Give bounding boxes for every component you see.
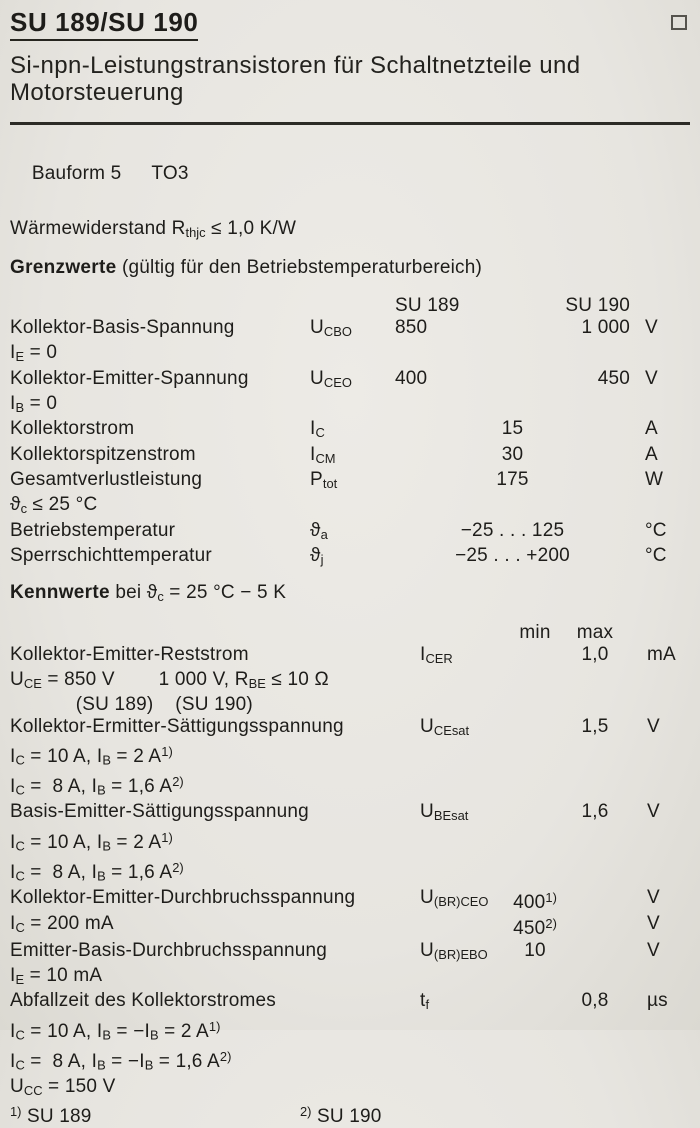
- condition-row: [10, 342, 690, 367]
- condition-row: [10, 393, 690, 418]
- table-row: [10, 368, 690, 393]
- param-name: Kollektorspitzenstrom: [10, 443, 196, 465]
- condition-row: [10, 857, 690, 887]
- grenzwerte-heading-bold: Grenzwerte: [10, 257, 117, 279]
- unit-label: °C: [645, 519, 667, 541]
- param-name: Sperrschichttemperatur: [10, 544, 212, 566]
- value-shared: 30: [501, 443, 524, 465]
- column-header-max: max: [576, 622, 614, 644]
- bauform-value: TO3: [151, 162, 189, 184]
- condition-text: (SU 189) (SU 190): [10, 694, 253, 716]
- param-symbol: $U_{CEO}$: [310, 367, 352, 390]
- value-shared: 15: [501, 418, 524, 440]
- condition-row: [10, 669, 690, 694]
- condition-text: $I_C = 10$ A, $I_B = -I_B = 2$ $A^{1)}$: [10, 1018, 221, 1043]
- page-header: [10, 8, 690, 41]
- param-name: Kollektor-Emitter-Reststrom: [10, 643, 249, 665]
- param-symbol: $t_f$: [420, 990, 430, 1013]
- column-header-su189: SU 189: [395, 295, 460, 317]
- condition-text: $U_{CC} = 150$ V: [10, 1075, 116, 1098]
- divider-rule: [10, 122, 690, 125]
- column-header-min: min: [519, 622, 551, 644]
- value-min: 450$^{2)}$: [513, 916, 557, 940]
- param-name: Kollektor-Emitter-Spannung: [10, 367, 249, 389]
- param-symbol: $U_{(BR)EBO}$: [420, 939, 488, 962]
- condition-text: $I_C = 10$ A, $I_B = 2$ $A^{1)}$: [10, 829, 173, 854]
- unit-label: V: [647, 715, 660, 737]
- page-title: SU 189/SU 190: [10, 8, 198, 41]
- unit-label: W: [645, 468, 664, 490]
- table-row: [10, 940, 690, 965]
- table-row: [10, 520, 690, 545]
- param-symbol: $I_C$: [310, 418, 325, 441]
- condition-text: $I_E = 0$: [10, 342, 58, 365]
- bauform-label: Bauform 5: [31, 162, 122, 184]
- grenzwerte-table: [10, 295, 690, 570]
- table-row: [10, 716, 690, 741]
- condition-row: [10, 741, 690, 771]
- footnote-2: $^{2)}$ SU 190: [300, 1104, 382, 1127]
- page-subtitle: Si-npn-Leistungstransistoren für Schaltnetzteile und Motorsteuerung: [10, 51, 581, 106]
- table-row: [10, 990, 690, 1015]
- unit-label: A: [645, 443, 658, 465]
- param-symbol: $U_{BEsat}$: [420, 801, 469, 824]
- condition-text: $I_B = 0$: [10, 392, 58, 415]
- kennwerte-heading-bold: Kennwerte: [10, 582, 110, 604]
- value-su189: 400: [395, 367, 428, 389]
- unit-label: µs: [647, 990, 668, 1012]
- kennwerte-heading: [10, 582, 690, 608]
- unit-label: V: [647, 939, 660, 961]
- value-su190: 450: [597, 367, 630, 389]
- condition-row: [10, 965, 690, 990]
- param-symbol: $I_{CM}$: [310, 443, 336, 466]
- unit-label: V: [645, 316, 658, 338]
- value-su190: 1 000: [581, 316, 630, 338]
- table-row: [10, 644, 690, 669]
- param-name: Kollektorstrom: [10, 418, 135, 440]
- table-row: [10, 317, 690, 342]
- param-name: Abfallzeit des Kollektorstromes: [10, 990, 276, 1012]
- value-max: 0,8: [581, 990, 609, 1012]
- condition-text: $I_C = 8$ A, $I_B = 1,6$ $A^{2)}$: [10, 774, 184, 798]
- condition-text: $I_E = 10$ mA: [10, 964, 103, 987]
- kennwerte-heading-rest: bei $ϑ_c = 25$ °C − 5 K: [109, 582, 287, 605]
- param-name: Betriebstemperatur: [10, 519, 176, 541]
- table-row: [10, 418, 690, 443]
- condition-text: $I_C = 10$ A, $I_B = 2$ $A^{1)}$: [10, 744, 173, 768]
- value-min: 10: [524, 939, 546, 961]
- condition-text: $I_C = 8$ A, $I_B = 1,6$ $A^{2)}$: [10, 859, 184, 884]
- condition-row: [10, 494, 690, 519]
- value-max: 1,0: [581, 643, 609, 665]
- grenzwerte-heading: [10, 257, 690, 279]
- param-symbol: $U_{CBO}$: [310, 316, 352, 339]
- param-symbol: $ϑ_j$: [310, 544, 324, 567]
- param-name: Kollektor-Basis-Spannung: [10, 316, 235, 338]
- footnotes: [10, 1101, 690, 1128]
- condition-row: [10, 1076, 690, 1101]
- param-symbol: $U_{CEsat}$: [420, 715, 470, 738]
- condition-row: [10, 1046, 690, 1076]
- value-max: 1,5: [581, 715, 609, 737]
- value-min: 400$^{1)}$: [513, 889, 557, 913]
- condition-text: $ϑ_c \le 25$ °C: [10, 494, 98, 517]
- param-symbol: $P_{tot}$: [310, 468, 338, 491]
- value-shared: 175: [496, 468, 529, 490]
- condition-row: [10, 771, 690, 801]
- unit-label: V: [647, 886, 660, 908]
- table-row: [10, 545, 690, 570]
- condition-row: [10, 1016, 690, 1046]
- table-row: [10, 887, 690, 913]
- param-name: Basis-Emitter-Sättigungsspannung: [10, 801, 309, 823]
- unit-label: mA: [647, 643, 676, 665]
- condition-text: $I_C = 200$ mA: [10, 913, 114, 936]
- param-symbol: $I_{CER}$: [420, 643, 453, 666]
- condition-row: [10, 827, 690, 857]
- param-name: Kollektor-Ermitter-Sättigungsspannung: [10, 715, 344, 737]
- condition-row: [10, 913, 690, 939]
- condition-row: [10, 694, 690, 716]
- footnote-1: $^{1)}$ SU 189: [10, 1104, 92, 1127]
- unit-label: V: [645, 367, 658, 389]
- table-row: [10, 801, 690, 826]
- kennwerte-table: [10, 608, 690, 1101]
- param-symbol: $ϑ_a$: [310, 519, 328, 542]
- unit-label: V: [647, 913, 660, 935]
- value-shared: −25 . . . +200: [455, 544, 570, 566]
- value-max: 1,6: [581, 801, 609, 823]
- param-symbol: $U_{(BR)CEO}$: [420, 886, 489, 909]
- table-row: [10, 444, 690, 469]
- column-header-su190: SU 190: [565, 295, 630, 317]
- corner-box-icon: [671, 15, 687, 30]
- param-name: Kollektor-Emitter-Durchbruchsspannung: [10, 886, 356, 908]
- unit-label: °C: [645, 544, 667, 566]
- condition-text: $U_{CE} = 850$ V 1 000 V, $R_{BE} \le 10$ Ω: [10, 668, 329, 691]
- kennwerte-column-header-row: [10, 622, 690, 644]
- grenzwerte-column-header-row: [10, 295, 690, 317]
- condition-text: $I_C = 8$ A, $I_B = -I_B = 1,6$ $A^{2)}$: [10, 1048, 232, 1073]
- grenzwerte-heading-rest: (gültig für den Betriebstemperaturbereich): [116, 257, 483, 279]
- table-row: [10, 469, 690, 494]
- bauform-line: [10, 141, 690, 207]
- param-name: Gesamtverlustleistung: [10, 468, 203, 490]
- unit-label: V: [647, 801, 660, 823]
- value-su189: 850: [395, 316, 428, 338]
- thermal-resistance-line: Wärmewiderstand $R_{thjc} \le 1,0$ K/W: [10, 217, 297, 240]
- param-name: Emitter-Basis-Durchbruchsspannung: [10, 939, 328, 961]
- unit-label: A: [645, 418, 658, 440]
- value-shared: −25 . . . 125: [460, 519, 565, 541]
